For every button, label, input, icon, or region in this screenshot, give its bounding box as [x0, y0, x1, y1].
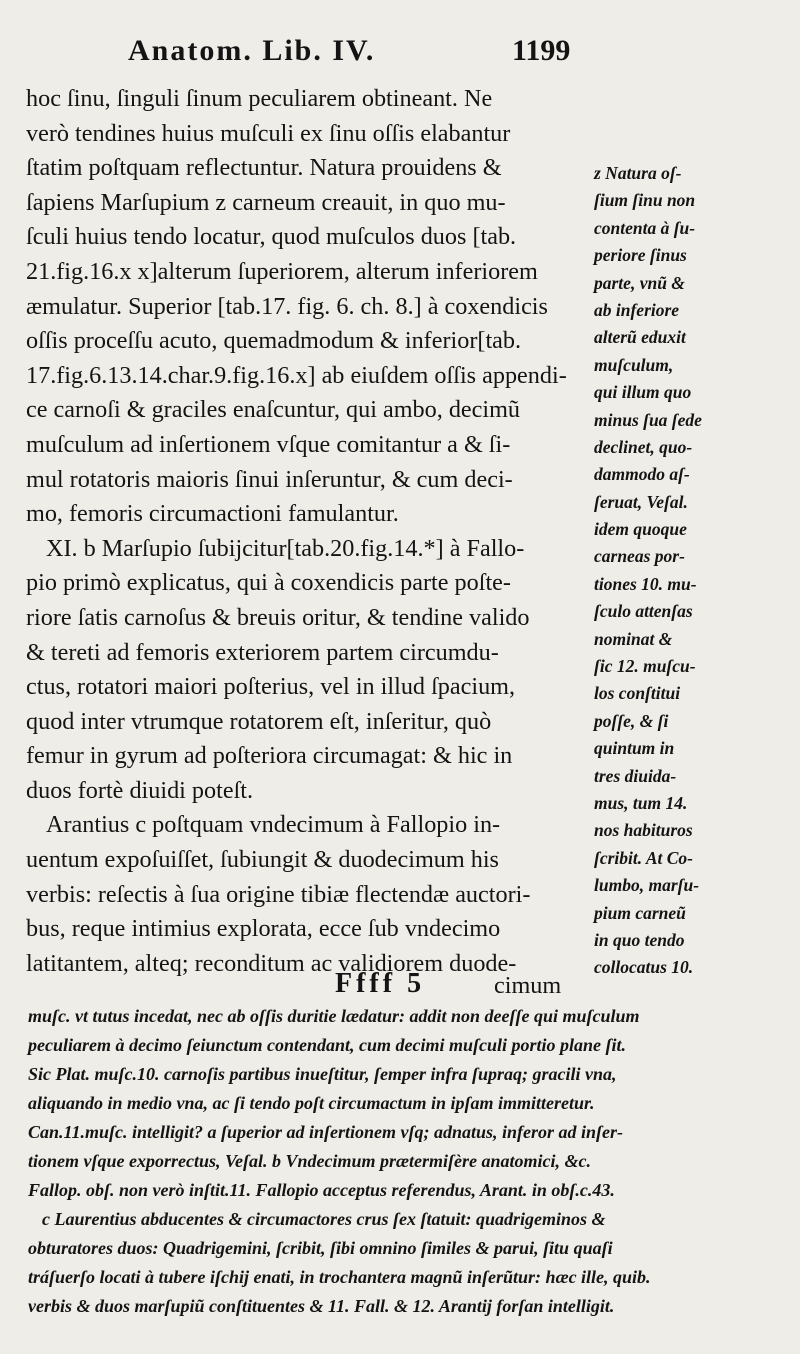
main-text-line: ſculi huius tendo locatur, quod muſculos duos [tab.: [26, 223, 517, 251]
footnote-line: tráſuerſo locati à tubere iſchij enati, in trochantera magnũ inſerũtur: hæc ille, quib.: [28, 1267, 651, 1287]
margin-note-line: alterũ eduxit: [594, 327, 686, 348]
catchword: cimum: [494, 972, 562, 999]
margin-note-line: idem quoque: [594, 519, 687, 540]
margin-note-line: nominat &: [594, 628, 673, 649]
page-number: 1199: [512, 34, 571, 67]
main-text-line: ctus, rotatori maiori poſterius, vel in illud ſpacium,: [26, 673, 516, 701]
margin-note-line: collocatus 10.: [594, 957, 694, 978]
main-text-line: hoc ſinu, ſinguli ſinum peculiarem obtineant. Ne: [26, 85, 493, 112]
margin-note-line: poſſe, & ſi: [594, 710, 669, 731]
footnote-line: obturatores duos: Quadrigemini, ſcribit, ſibi omnino ſimiles & parui, ſitu quaſi: [28, 1238, 613, 1258]
footnote-line: tionem vſque exporrectus, Veſal. b Vndecimum prætermiſère anatomici, &c.: [28, 1151, 591, 1171]
margin-note-line: ſium ſinu non: [594, 190, 696, 211]
main-text-line: ſtatim poſtquam reflectuntur. Natura prouidens &: [26, 154, 502, 182]
footnote-line: c Laurentius abducentes & circumactores crus ſex ſtatuit: quadrigeminos &: [42, 1209, 606, 1229]
margin-note-line: ſculo attenſas: [594, 601, 693, 622]
margin-note-line: qui illum quo: [594, 382, 692, 403]
main-text-line: ce carnoſi & graciles enaſcuntur, qui ambo, decimũ: [26, 396, 521, 424]
main-text-line: duos fortè diuidi poteſt.: [26, 776, 254, 804]
main-text-line: æmulatur. Superior [tab.17. fig. 6. ch. 8.] à coxendicis: [26, 292, 548, 320]
margin-note-line: mus, tum 14.: [594, 792, 688, 813]
margin-note-line: z Natura oſ-: [594, 163, 682, 183]
margin-note-line: dammodo aſ-: [594, 464, 690, 485]
main-text-line: oſſis proceſſu acuto, quemadmodum & inferior[tab.: [26, 327, 522, 355]
footnote-line: Fallop. obſ. non verò inſtit.11. Fallopio acceptus referendus, Arant. in obſ.c.43.: [28, 1180, 615, 1200]
footnote-line: peculiarem à decimo ſeiunctum contendant, cum decimi muſculi portio plane ſit.: [28, 1035, 626, 1055]
main-text-line: latitantem, alteq; reconditum ac validiorem duode-: [26, 949, 517, 977]
margin-note-line: declinet, quo-: [594, 436, 693, 457]
margin-note-line: tres diuida-: [594, 765, 677, 786]
margin-note-line: nos habituros: [594, 820, 693, 841]
main-text-line: 17.fig.6.13.14.char.9.fig.16.x] ab eiuſdem oſſis appendi-: [26, 361, 567, 389]
margin-note-line: tiones 10. mu-: [594, 573, 697, 594]
running-head: [0, 34, 800, 78]
main-text-line: mul rotatoris maioris ſinui inſeruntur, & cum deci-: [26, 465, 513, 493]
margin-note-line: carneas por-: [594, 546, 685, 567]
main-text-line: bus, reque intimius explorata, ecce ſub vndecimo: [26, 915, 501, 943]
main-text-line: & tereti ad femoris exteriorem partem circumdu-: [26, 638, 499, 666]
footnote-line: Can.11.muſc. intelligit? a ſuperior ad inſertionem vſq; adnatus, inferor ad inſer-: [28, 1122, 624, 1142]
main-text-column: [26, 82, 586, 981]
running-title: Anatom. Lib. IV.: [128, 34, 376, 67]
main-text-line: 21.fig.16.x x]alterum ſuperiorem, alterum inferiorem: [26, 257, 538, 285]
footnote-line: aliquando in medio vna, ac ſi tendo poſt circumactum in ipſam immitteretur.: [28, 1093, 595, 1113]
main-text-line: riore ſatis carnoſus & breuis oritur, & tendine valido: [26, 603, 530, 631]
margin-note-line: ab inferiore: [594, 299, 680, 320]
main-text-line: muſculum ad inſertionem vſque comitantur a & ſi-: [26, 430, 511, 458]
margin-note-line: ſcribit. At Co-: [594, 847, 694, 868]
main-text-line: XI. b Marſupio ſubijcitur[tab.20.fig.14.*] à Fallo-: [46, 534, 525, 562]
margin-note-line: minus ſua ſede: [594, 409, 702, 430]
margin-note-line: quintum in: [594, 738, 675, 759]
main-text-line: ſapiens Marſupium z carneum creauit, in quo mu-: [26, 188, 506, 216]
main-text-line: femur in gyrum ad poſteriora circumagat: & hic in: [26, 742, 513, 770]
margin-notes: [594, 160, 794, 982]
footnotes: [28, 1002, 788, 1321]
margin-note-line: contenta à ſu-: [594, 217, 696, 238]
main-text-line: mo, femoris circumactioni famulantur.: [26, 500, 399, 528]
signature-mark: Ffff 5: [335, 968, 426, 999]
margin-note-line: muſculum,: [594, 354, 674, 375]
main-text-line: verbis: reſectis à ſua origine tibiæ flectendæ auctori-: [26, 880, 531, 908]
main-text-line: uentum expoſuiſſet, ſubiungit & duodecimum his: [26, 846, 499, 874]
margin-note-line: periore ſinus: [594, 245, 687, 266]
main-text-line: quod inter vtrumque rotatorem eſt, inſeritur, quò: [26, 707, 492, 735]
footnote-line: muſc. vt tutus incedat, nec ab oſſis duritie lædatur: addit non deeſſe qui muſculum: [28, 1006, 640, 1026]
footnote-line: verbis & duos marſupiũ conſtituentes & 11. Fall. & 12. Arantij forſan intelligit.: [28, 1296, 615, 1316]
margin-note-line: lumbo, marſu-: [594, 875, 700, 896]
margin-note-line: pium carneũ: [594, 902, 686, 923]
margin-note-line: ſeruat, Veſal.: [594, 491, 688, 512]
margin-note-line: los conſtitui: [594, 683, 681, 704]
margin-note-line: ſic 12. muſcu-: [594, 656, 696, 677]
margin-note-line: parte, vnũ &: [594, 272, 685, 293]
main-text-line: verò tendines huius muſculi ex ſinu oſſis elabantur: [26, 119, 511, 147]
main-text-line: pio primò explicatus, qui à coxendicis parte poſte-: [26, 569, 511, 597]
margin-note-line: in quo tendo: [594, 929, 685, 950]
main-text-line: Arantius c poſtquam vndecimum à Fallopio in-: [46, 811, 501, 839]
footnote-line: Sic Plat. muſc.10. carnoſis partibus inueſtitur, ſemper infra ſupraq; gracili vna,: [28, 1064, 617, 1084]
